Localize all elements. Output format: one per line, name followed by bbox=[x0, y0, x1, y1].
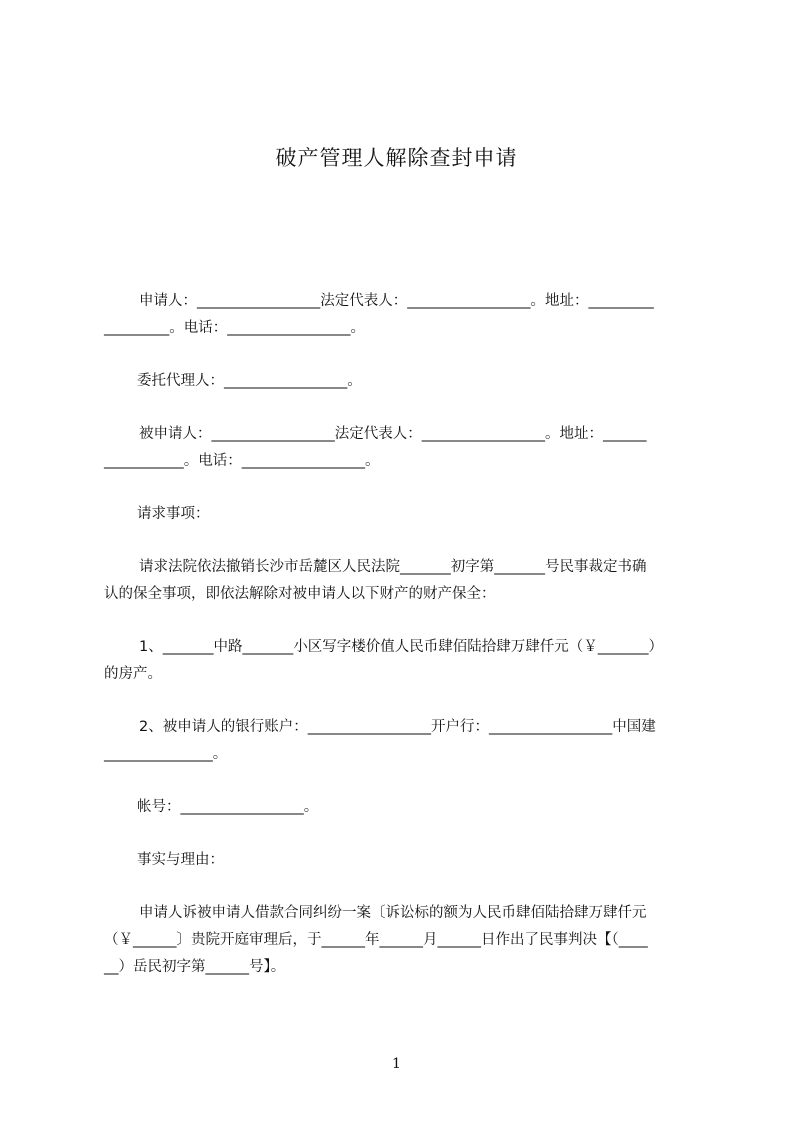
request-heading: 请求事项： bbox=[137, 506, 210, 522]
agent-line: 委托代理人：_________________。 bbox=[137, 373, 362, 389]
facts-line-2: （￥______〕贵院开庭审理后，于______年______月______日作出了民事判决【（____ bbox=[104, 932, 648, 948]
respondent-line-2: ___________。电话：_________________。 bbox=[104, 453, 380, 469]
request-line-1: 请求法院依法撤销长沙市岳麓区人民法院_______初字第_______号民事裁定书确 bbox=[139, 559, 647, 575]
account-line: 帐号：_________________。 bbox=[137, 799, 319, 815]
item2-line-2: _______________。 bbox=[104, 746, 228, 762]
facts-line-3: __）岳民初字第______号】。 bbox=[104, 959, 286, 975]
item1-line-1: 1、_______中路_______小区写字楼价值人民币肆佰陆拾肆万肆仟元（￥_______） bbox=[139, 639, 663, 655]
document-title: 破产管理人解除查封申请 bbox=[275, 146, 518, 170]
request-line-2: 认的保全事项，即依法解除对被申请人以下财产的财产保全： bbox=[104, 586, 496, 602]
respondent-line-1: 被申请人：_________________法定代表人：_________________。地址：______ bbox=[139, 426, 647, 442]
applicant-line-1: 申请人：_________________法定代表人：_________________。地址：_________ bbox=[139, 293, 654, 309]
item1-line-2: 的房产。 bbox=[104, 666, 162, 682]
item2-line-1: 2、被申请人的银行账户：_________________开户行：_________________中国建 bbox=[139, 719, 656, 735]
facts-line-1: 申请人诉被申请人借款合同纠纷一案〔诉讼标的额为人民币肆佰陆拾肆万肆仟元 bbox=[139, 905, 647, 921]
facts-heading: 事实与理由： bbox=[137, 852, 224, 868]
page-number: 1 bbox=[392, 1056, 401, 1072]
applicant-line-2: _________。电话：_________________。 bbox=[104, 320, 365, 336]
